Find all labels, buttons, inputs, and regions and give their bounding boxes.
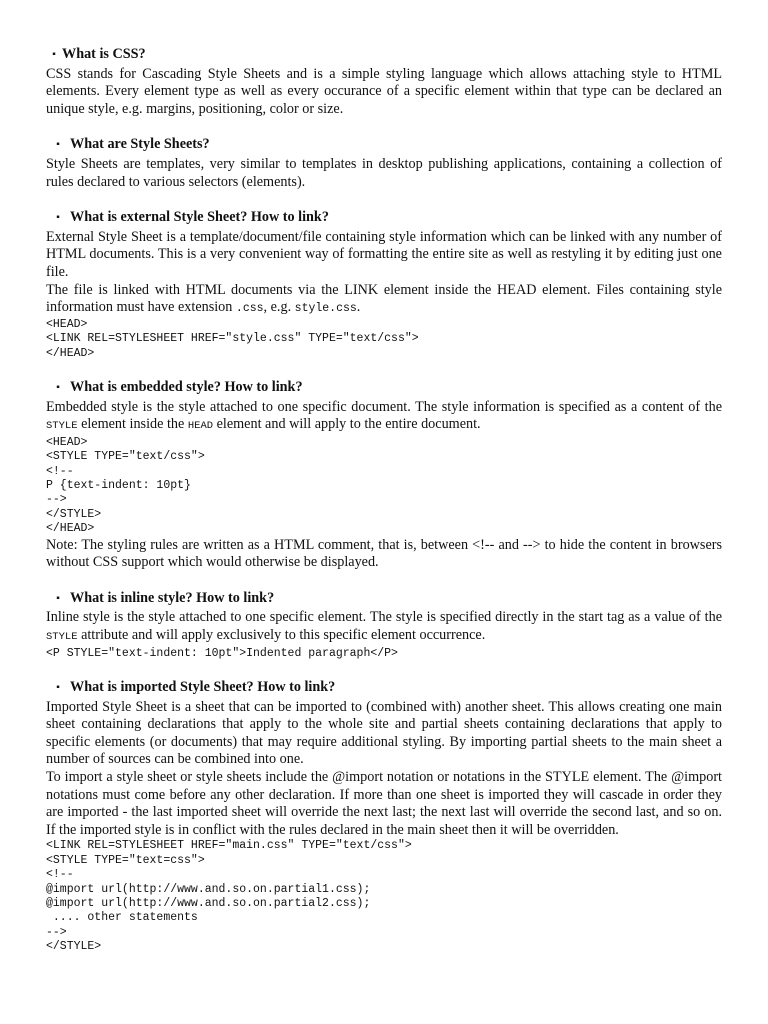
section-heading: ▪ What is CSS? — [46, 46, 722, 65]
bullet-icon: ▪ — [56, 592, 60, 604]
section-imported-style-sheet — [46, 679, 722, 955]
bullet-icon: ▪ — [56, 681, 60, 693]
section-heading: ▪ What is inline style? How to link? — [46, 590, 722, 609]
document-page — [46, 46, 722, 973]
code-block: <HEAD> <LINK REL=STYLESHEET HREF="style.css" TYPE="text/css"> </HEAD> — [46, 317, 419, 360]
bullet-icon: ▪ — [52, 49, 56, 60]
section-heading: ▪ What is embedded style? How to link? — [46, 379, 722, 398]
bullet-icon: ▪ — [56, 212, 60, 224]
section-body: CSS stands for Cascading Style Sheets and is a simple styling language which allows attaching style to HTML elements. Every element type as well as every occurance of a specific element within that type can be declared an unique style, e.g. margins, positioning, color or size. — [46, 65, 722, 117]
section-external-style-sheet — [46, 209, 722, 361]
section-body: Inline style is the style attached to one specific element. The style is specified directly in the start tag as a value of the STYLE attribute and will apply exclusively to this specific element occurrence. — [46, 609, 722, 643]
code-block: <HEAD> <STYLE TYPE="text/css"> <!-- P {text-indent: 10pt} --> </STYLE> </HEAD> — [46, 435, 205, 536]
section-body: External Style Sheet is a template/document/file containing style information which can be linked with any number of HTML documents. This is a very convenient way of formatting the entire site as well as restyling it by editing just one file. — [46, 228, 722, 280]
section-what-is-css — [46, 46, 722, 118]
section-heading: ▪ What are Style Sheets? — [46, 136, 722, 155]
section-body: Style Sheets are templates, very similar to templates in desktop publishing applications, containing a collection of rules declared to various selectors (elements). — [46, 155, 722, 190]
section-body: To import a style sheet or style sheets include the @import notation or notations in the STYLE element. The @import notations must come before any other declaration. If more than one sheet is imported they will cascade in order they are imported - the last imported sheet will override the next last; the next last will override the second last, and so on. If the imported style is in conflict with the rules declared in the main sheet then it will be overridden. — [46, 768, 722, 838]
section-body: The file is linked with HTML documents via the LINK element inside the HEAD element. Files containing style information must have extension .css, e.g. style.css. — [46, 281, 722, 316]
section-body: Embedded style is the style attached to one specific document. The style information is specified as a content of the STYLE element inside the HEAD element and will apply to the entire document. — [46, 398, 722, 433]
section-embedded-style — [46, 379, 722, 572]
section-heading: ▪ What is imported Style Sheet? How to link? — [46, 679, 722, 698]
section-body: Imported Style Sheet is a sheet that can be imported to (combined with) another sheet. This allows creating one main sheet containing declarations that apply to the whole site and partial sheets containing declarations that apply to specific elements (or documents) that may require additional styling. By importing partial sheets to the main sheet a number of sources can be combined into one. — [46, 698, 722, 768]
note-text: Note: The styling rules are written as a HTML comment, that is, between <!-- and --> to hide the content in browsers without CSS support which would otherwise be displayed. — [46, 536, 722, 571]
code-block: <P STYLE="text-indent: 10pt">Indented paragraph</P> — [46, 646, 398, 660]
section-inline-style — [46, 590, 722, 661]
bullet-icon: ▪ — [56, 139, 60, 151]
section-heading: ▪ What is external Style Sheet? How to link? — [46, 209, 722, 228]
section-what-are-style-sheets — [46, 136, 722, 191]
bullet-icon: ▪ — [56, 381, 60, 393]
code-block: <LINK REL=STYLESHEET HREF="main.css" TYPE="text/css"> <STYLE TYPE="text=css"> <!-- @import url(http://www.and.so.on.partial1.css); @import url(http://www.and.so.on.partial2.css); .... other statements --> </STYLE> — [46, 839, 412, 954]
